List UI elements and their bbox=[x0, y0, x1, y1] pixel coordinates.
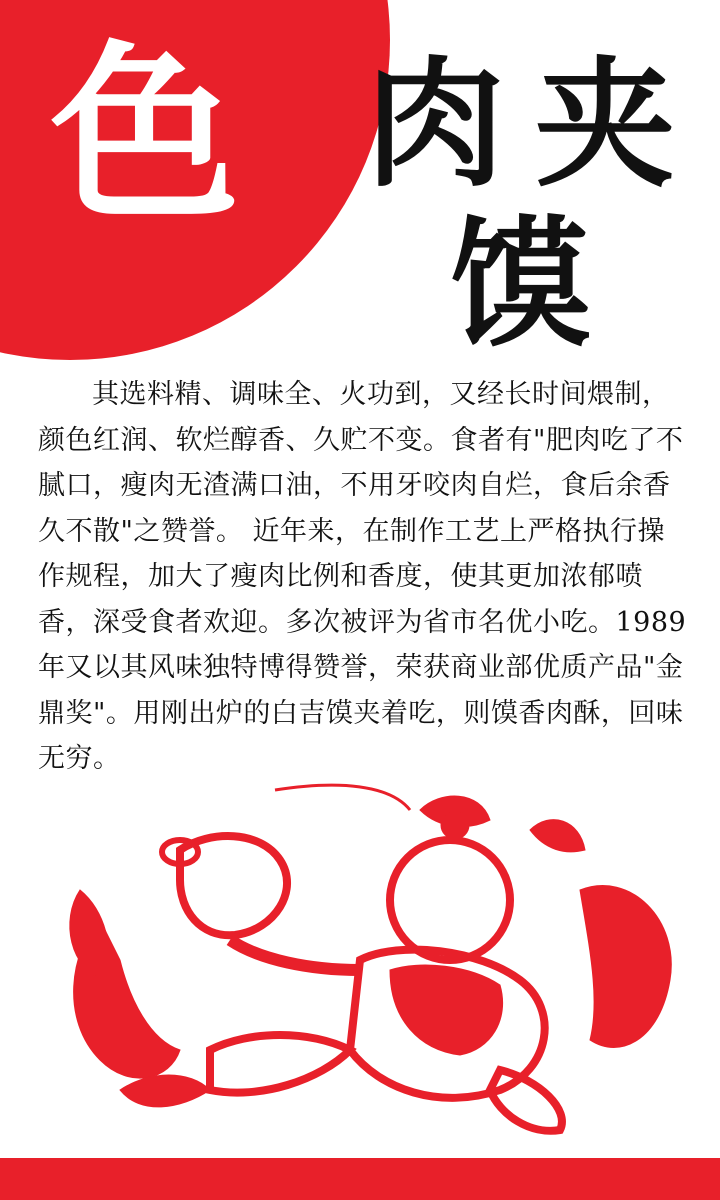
child-head bbox=[390, 840, 510, 960]
title-char-3: 馍 bbox=[450, 203, 591, 367]
papercut-child-with-jar-icon bbox=[60, 770, 680, 1150]
badge-character: 色 bbox=[50, 23, 241, 246]
right-leaf bbox=[580, 886, 671, 1048]
stick bbox=[275, 785, 410, 810]
topknot bbox=[441, 811, 469, 839]
title-char-2: 夹 bbox=[535, 43, 676, 207]
left-leaf-2 bbox=[70, 890, 109, 980]
right-leaf-2 bbox=[530, 820, 585, 852]
arm bbox=[230, 940, 360, 970]
title-char-1: 肉 bbox=[365, 43, 506, 207]
leg-right bbox=[490, 1070, 562, 1131]
bottom-bar bbox=[0, 1158, 720, 1200]
description-text: 其选料精、调味全、火功到，又经长时间煨制，颜色红润、软烂醇香、久贮不变。食者有"肥肉吃了不腻口，瘦肉无渣满口油，不用牙咬肉自烂，食后余香久不散"之赞誉。 近年来，在制作工艺上严格执行操作规程，加大了瘦肉比例和香度，使其更加浓郁喷香，深受食者欢迎。多次被评为省市名优小吃。1989年又以其风味独特博得赞誉，荣获商业部优质产品"金鼎奖"。用刚出炉的白吉馍夹着吃，则馍香肉酥，回味无穷。 bbox=[38, 379, 687, 774]
leg-left bbox=[210, 1035, 350, 1093]
vest bbox=[390, 965, 503, 1055]
shoe bbox=[120, 1075, 210, 1107]
